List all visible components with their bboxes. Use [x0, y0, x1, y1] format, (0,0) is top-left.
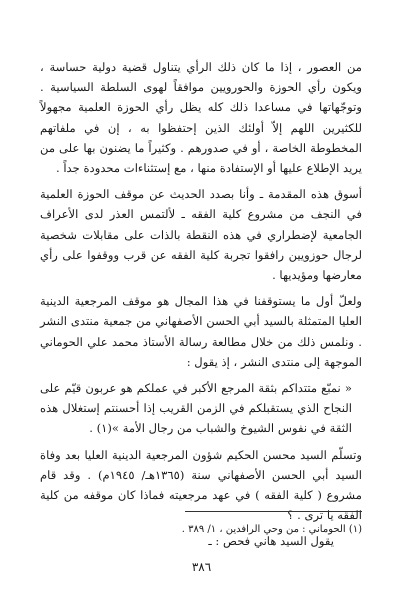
footnote-divider [185, 511, 362, 512]
footnote: (١) الحوماني : من وحي الرافدين ، ١/ ٣٨٩ . [181, 524, 362, 535]
paragraph: من العصور ، إذا ما كان ذلك الرأي يتناول قضية دولية حساسة ، ويكون رأي الحوزة والحورويين موافقاً لهوى السلطة السياسية . وتوجّهاتها في مساعدا ذلك كله يظل رأي الحوزة العلمية مجهولاً للكثيرين اللهم إلاّ أولئك الذين إحتفظوا به ، إن في ملفاتهم المخطوطة الخاصة ، أو في صدورهم . وكثيراً ما يضنون بها على من يريد الإطلاع عليها أو الإستفادة منها ، مع إستثناءات محدودة جداً . [40, 60, 362, 176]
paragraph: يقول السيد هاني فحص : ـ [208, 534, 334, 549]
page-number: ٣٨٦ [191, 560, 212, 574]
paragraph: أسوق هذه المقدمة ـ وأنا بصدد الحديث عن موقف الحوزة العلمية في النجف من مشروع كلية الفقه ـ لألتمس العذر لدى الأعراف الجامعية لإضطراري في هذه النقطة بالذات على مقابلات شخصية لرجال حوزويين رافقوا تجربة كلية الفقه عن قرب ووقفوا على رأي معارضها ومؤيديها . [40, 187, 362, 283]
quotation: « نمبّع متتداكم بثقة المرجع الأكبر في عملكم هو عربون قيّم على النجاح الذي يستقبلكم في الزمن القريب إذا أحسنتم إستغلال هذه الثقة في نفوس الشيوخ والشباب من رجال الأمة »(١) . [40, 381, 352, 436]
paragraph: وتسلّم السيد محسن الحكيم شؤون المرجعية الدينية العليا بعد وفاة السيد أبي الحسن الأصفهاني سنة (١٣٦٥هـ/ ١٩٤٥م) . وقد قام مشروع ( كلية الفقه ) في عهد مرجعيته فماذا كان موقفه من كلية الفقه يا ترى . ؟ [40, 447, 363, 523]
body-text [40, 57, 362, 552]
paragraph: ولعلّ أول ما يستوقفنا في هذا المجال هو موقف المرجعية الدينية العليا المتمثلة بالسيد أبي الحسن الأصفهاني من جمعية منتدى النشر . ونلمس ذلك من خلال مطالعة رسالة الأستاذ محمد علي الحوماني الموجهة إلى منتدى النشر ، إذ يقول : [40, 294, 362, 369]
